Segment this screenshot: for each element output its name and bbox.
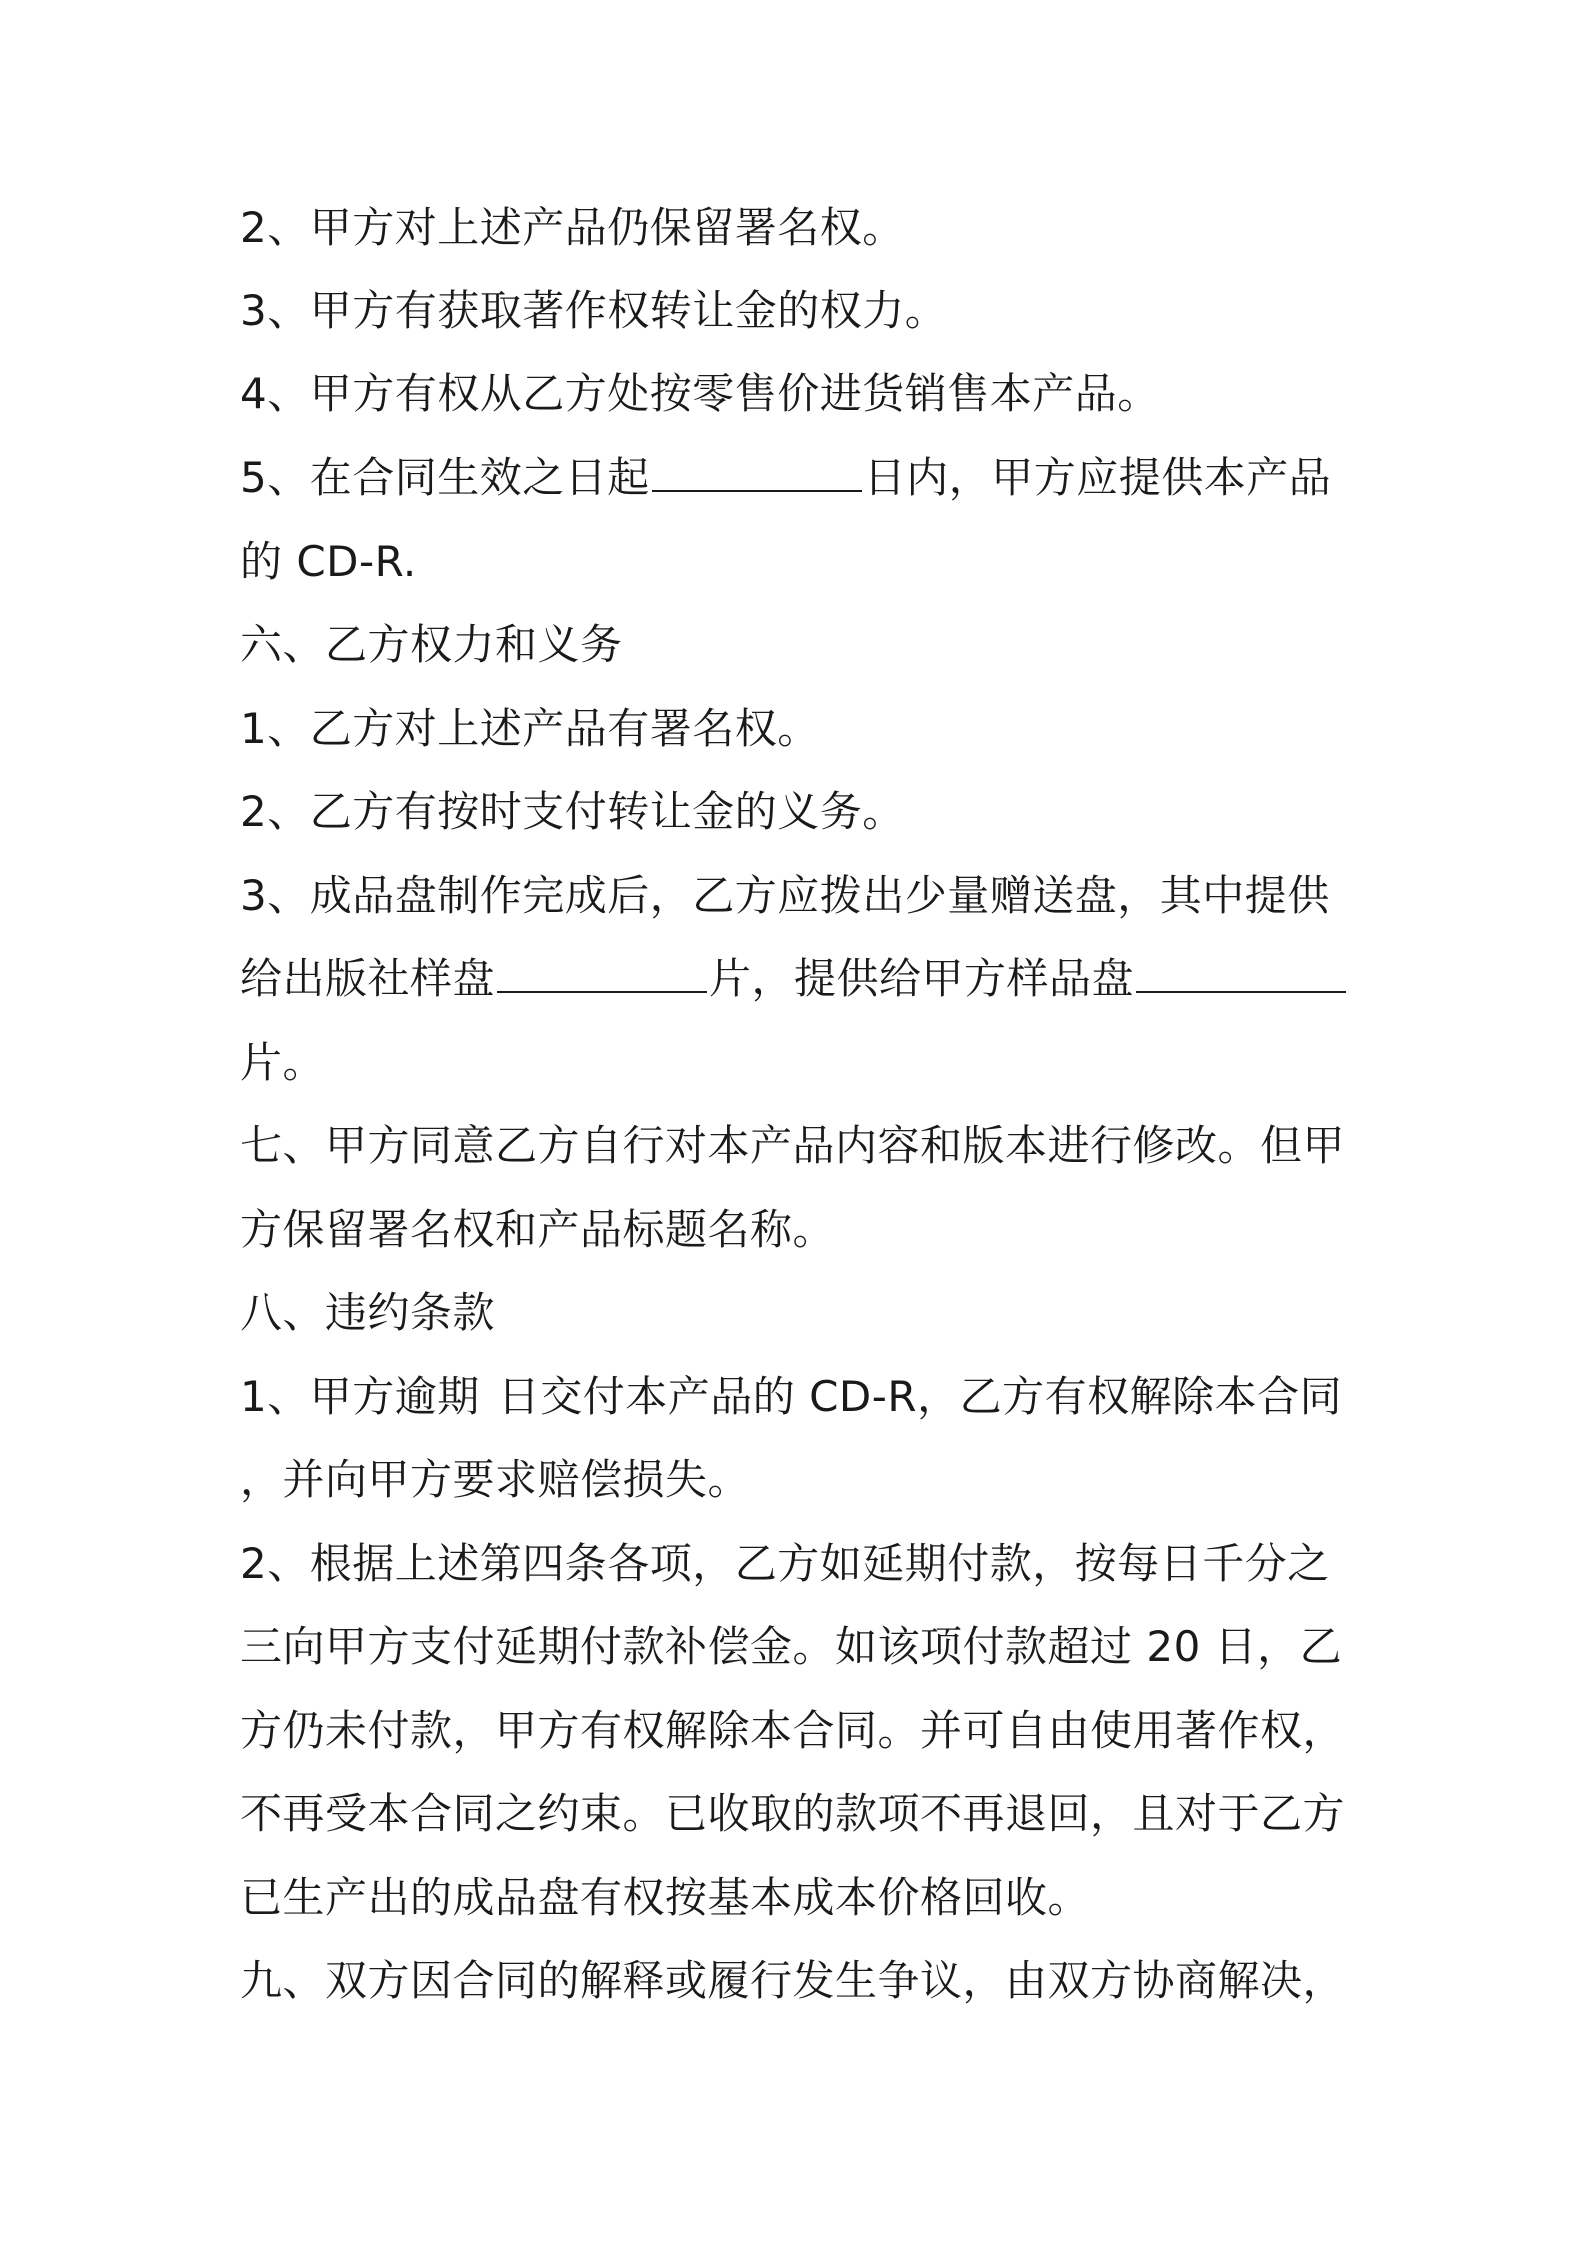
clause-8-2-line-3 xyxy=(240,1703,1360,1759)
section-8-heading xyxy=(240,1285,1360,1341)
line-text: 3、成品盘制作完成后，乙方应拨出少量赠送盘，其中提供 xyxy=(240,871,1330,920)
line-text-before-gap: 1、甲方逾期 xyxy=(240,1372,480,1421)
fill-in-blank-days xyxy=(652,450,862,492)
clause-8-2-line-5 xyxy=(240,1870,1360,1926)
line-text-middle: 片，提供给甲方样品盘 xyxy=(709,954,1135,1003)
clause-8-2 xyxy=(240,1536,1360,1592)
clause-8-2-line-4 xyxy=(240,1786,1360,1842)
line-text: 的 CD-R. xyxy=(240,537,417,586)
clause-6-3 xyxy=(240,868,1360,924)
clause-6-3-end xyxy=(240,1035,1360,1091)
line-text: 3、甲方有获取著作权转让金的权力。 xyxy=(240,286,948,335)
line-text-before-blank: 给出版社样盘 xyxy=(240,954,496,1003)
line-text: 不再受本合同之约束。已收取的款项不再退回，且对于乙方 xyxy=(240,1789,1346,1838)
line-text: 4、甲方有权从乙方处按零售价进货销售本产品。 xyxy=(240,369,1160,418)
line-text: 方仍未付款，甲方有权解除本合同。并可自由使用著作权， xyxy=(240,1706,1346,1755)
clause-5-5-continued xyxy=(240,534,1360,590)
line-text: 2、根据上述第四条各项，乙方如延期付款，按每日千分之 xyxy=(240,1539,1330,1588)
line-text: 已生产出的成品盘有权按基本成本价格回收。 xyxy=(240,1873,1091,1922)
clause-5-5 xyxy=(240,450,1360,506)
line-text: ，并向甲方要求赔偿损失。 xyxy=(240,1455,751,1504)
line-text: 2、乙方有按时支付转让金的义务。 xyxy=(240,787,905,836)
clause-6-1 xyxy=(240,701,1360,757)
clause-8-2-line-2 xyxy=(240,1619,1360,1675)
line-text: 九、双方因合同的解释或履行发生争议，由双方协商解决， xyxy=(240,1956,1346,2005)
line-text: 2、甲方对上述产品仍保留署名权。 xyxy=(240,203,905,252)
line-text: 1、乙方对上述产品有署名权。 xyxy=(240,704,820,753)
line-text: 方保留署名权和产品标题名称。 xyxy=(240,1205,836,1254)
section-7-continued xyxy=(240,1202,1360,1258)
line-text: 三向甲方支付延期付款补偿金。如该项付款超过 20 日，乙 xyxy=(240,1622,1343,1671)
line-text: 六、乙方权力和义务 xyxy=(240,620,623,669)
line-text: 八、违约条款 xyxy=(240,1288,496,1337)
clause-5-2 xyxy=(240,200,1360,256)
line-text-after-blank: 日内，甲方应提供本产品 xyxy=(863,453,1332,502)
line-text-after-gap: 日交付本产品的 CD-R，乙方有权解除本合同 xyxy=(497,1372,1343,1421)
line-text: 七、甲方同意乙方自行对本产品内容和版本进行修改。但甲 xyxy=(240,1121,1346,1170)
fill-in-blank-party-a-samples xyxy=(1136,951,1346,993)
clause-8-1 xyxy=(240,1369,1360,1425)
clause-5-4 xyxy=(240,366,1360,422)
line-text: 片。 xyxy=(240,1038,326,1087)
section-6-heading xyxy=(240,617,1360,673)
section-9 xyxy=(240,1953,1360,2009)
clause-8-1-continued xyxy=(240,1452,1360,1508)
line-text-before-blank: 5、在合同生效之日起 xyxy=(240,453,650,502)
section-7 xyxy=(240,1118,1360,1174)
clause-6-2 xyxy=(240,784,1360,840)
clause-6-3-continued xyxy=(240,951,1360,1007)
clause-5-3 xyxy=(240,283,1360,339)
fill-in-blank-publisher-samples xyxy=(497,951,707,993)
